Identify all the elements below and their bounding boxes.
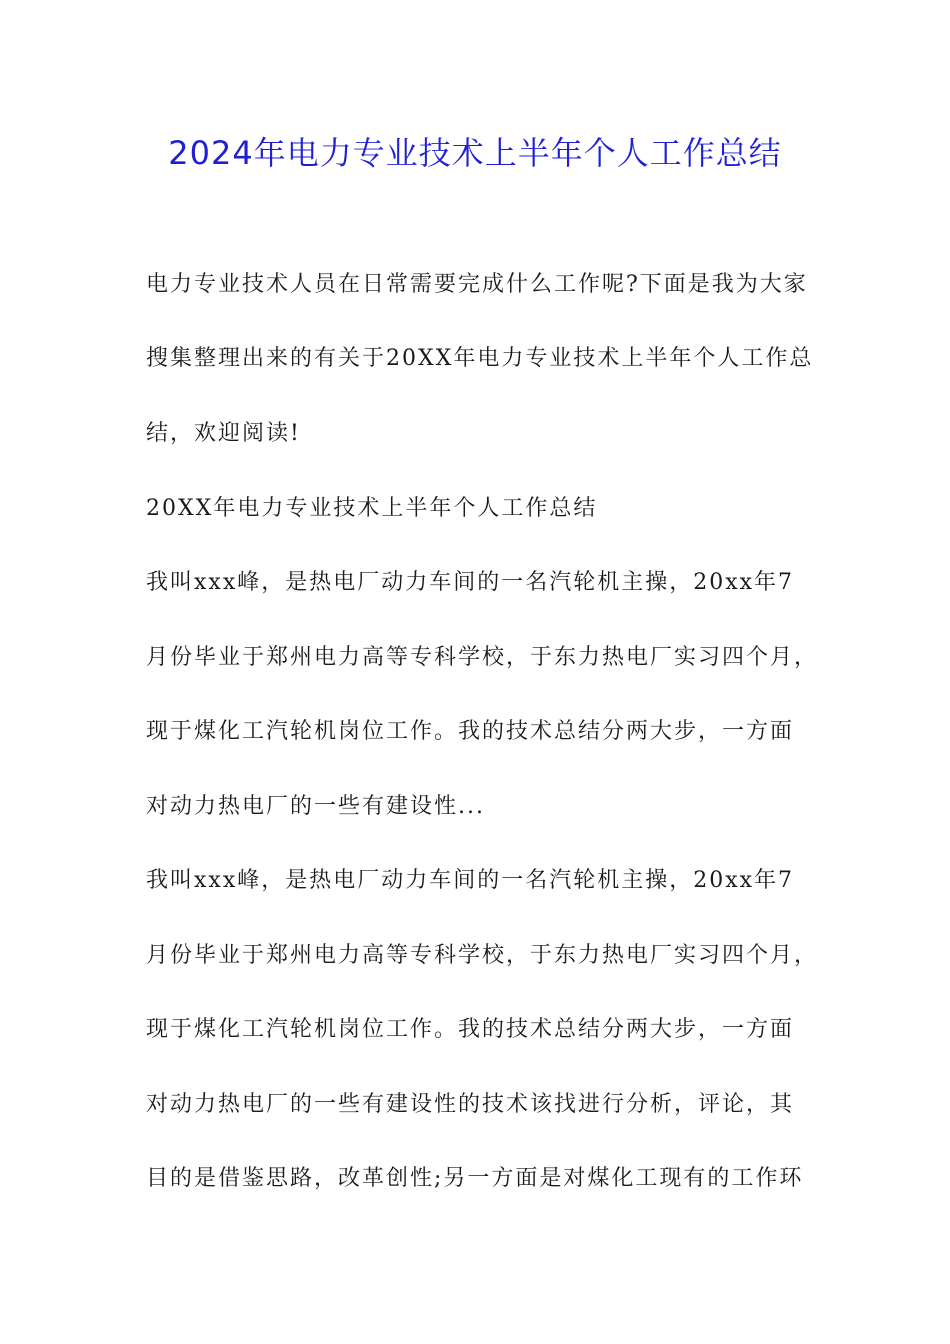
document-title: 2024年电力专业技术上半年个人工作总结 [168,134,782,172]
body-line-13: 目的是借鉴思路，改革创性;另一方面是对煤化工现有的工作环 [146,1166,804,1191]
body-line-6: 月份毕业于郑州电力高等专科学校，于东力热电厂实习四个月， [146,645,819,670]
body-line-11: 现于煤化工汽轮机岗位工作。我的技术总结分两大步，一方面 [146,1017,795,1042]
body-line-5: 我叫xxx峰，是热电厂动力车间的一名汽轮机主操，20xx年7 [146,570,795,595]
body-line-9: 我叫xxx峰，是热电厂动力车间的一名汽轮机主操，20xx年7 [146,868,795,893]
body-line-8: 对动力热电厂的一些有建设性... [146,794,485,819]
body-line-7: 现于煤化工汽轮机岗位工作。我的技术总结分两大步，一方面 [146,719,795,744]
body-line-1: 电力专业技术人员在日常需要完成什么工作呢?下面是我为大家 [146,272,808,297]
body-line-3: 结，欢迎阅读! [146,421,301,446]
body-line-2: 搜集整理出来的有关于20XX年电力专业技术上半年个人工作总 [146,346,814,371]
body-line-12: 对动力热电厂的一些有建设性的技术该找进行分析，评论，其 [146,1092,795,1117]
section-heading: 20XX年电力专业技术上半年个人工作总结 [146,496,598,521]
body-line-10: 月份毕业于郑州电力高等专科学校，于东力热电厂实习四个月， [146,943,819,968]
